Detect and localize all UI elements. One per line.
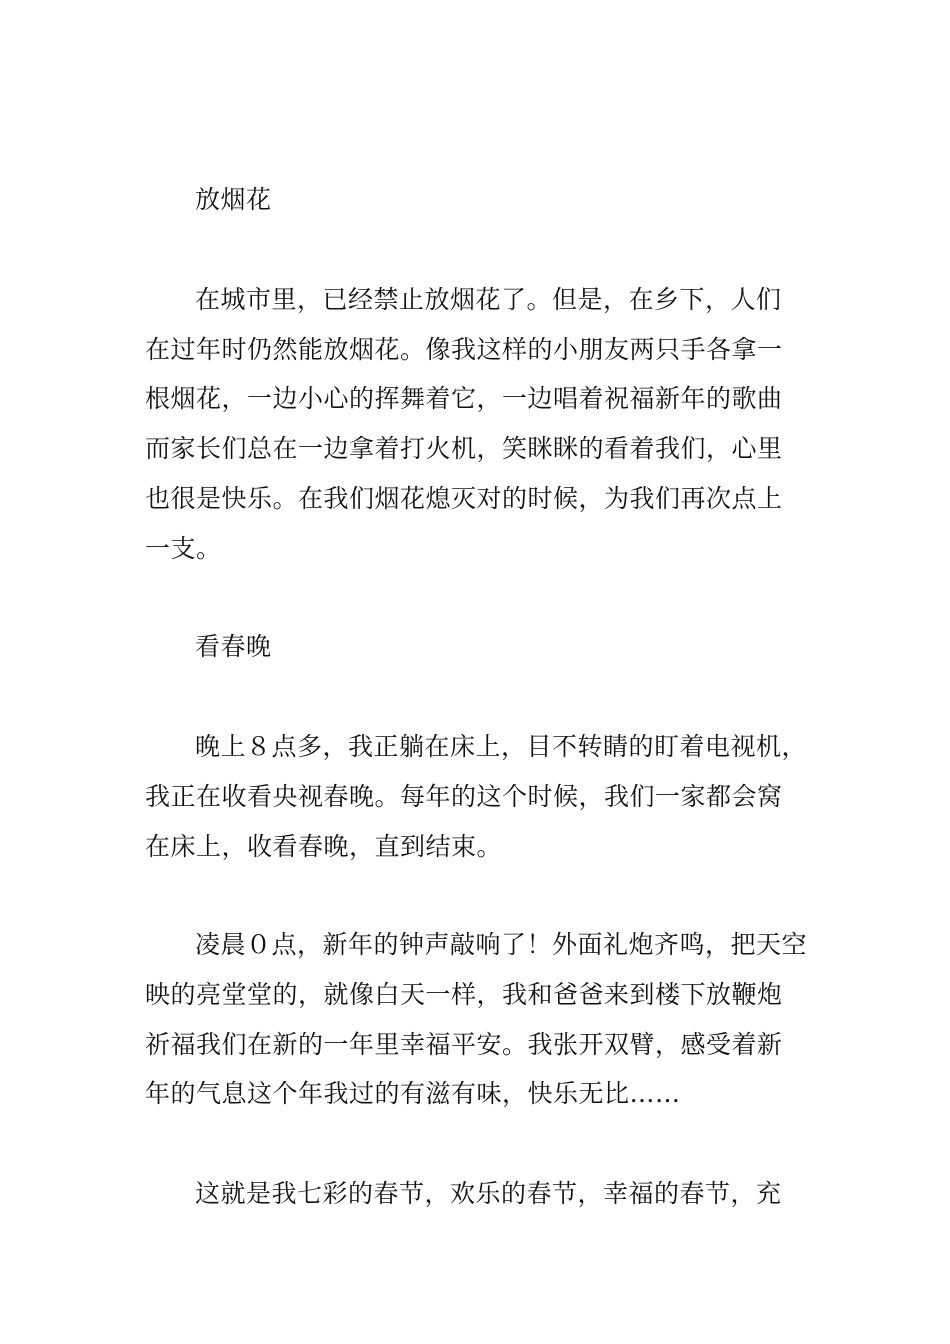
paragraph-line: 祈福我们在新的一年里幸福平安。我张开双臂，感受着新	[145, 1030, 783, 1059]
paragraph-line: 映的亮堂堂的，就像白天一样，我和爸爸来到楼下放鞭炮	[145, 980, 783, 1009]
paragraph-line: 在过年时仍然能放烟花。像我这样的小朋友两只手各拿一	[145, 335, 783, 364]
paragraph-line: 年的气息这个年我过的有滋有味，快乐无比……	[145, 1079, 681, 1108]
paragraph-line: 凌晨０点，新年的钟声敲响了！外面礼炮齐鸣，把天空	[195, 930, 808, 959]
paragraph-line: 一支。	[145, 534, 222, 563]
paragraph-line: 根烟花，一边小心的挥舞着它，一边唱着祝福新年的歌曲	[145, 384, 783, 413]
paragraph-line: 晚上８点多，我正躺在床上，目不转睛的盯着电视机，	[195, 732, 808, 761]
paragraph-line: 我正在收看央视春晚。每年的这个时候，我们一家都会窝	[145, 782, 783, 811]
paragraph-line: 在城市里，已经禁止放烟花了。但是，在乡下，人们	[195, 285, 782, 314]
section-heading-spring-gala: 看春晚	[195, 632, 272, 661]
paragraph-line: 这就是我七彩的春节，欢乐的春节，幸福的春节，充	[195, 1179, 782, 1208]
paragraph-line: 也很是快乐。在我们烟花熄灭对的时候，为我们再次点上	[145, 484, 783, 513]
paragraph-line: 而家长们总在一边拿着打火机，笑眯眯的看着我们，心里	[145, 434, 783, 463]
section-heading-fireworks: 放烟花	[195, 185, 272, 214]
paragraph-line: 在床上，收看春晚，直到结束。	[145, 832, 503, 861]
